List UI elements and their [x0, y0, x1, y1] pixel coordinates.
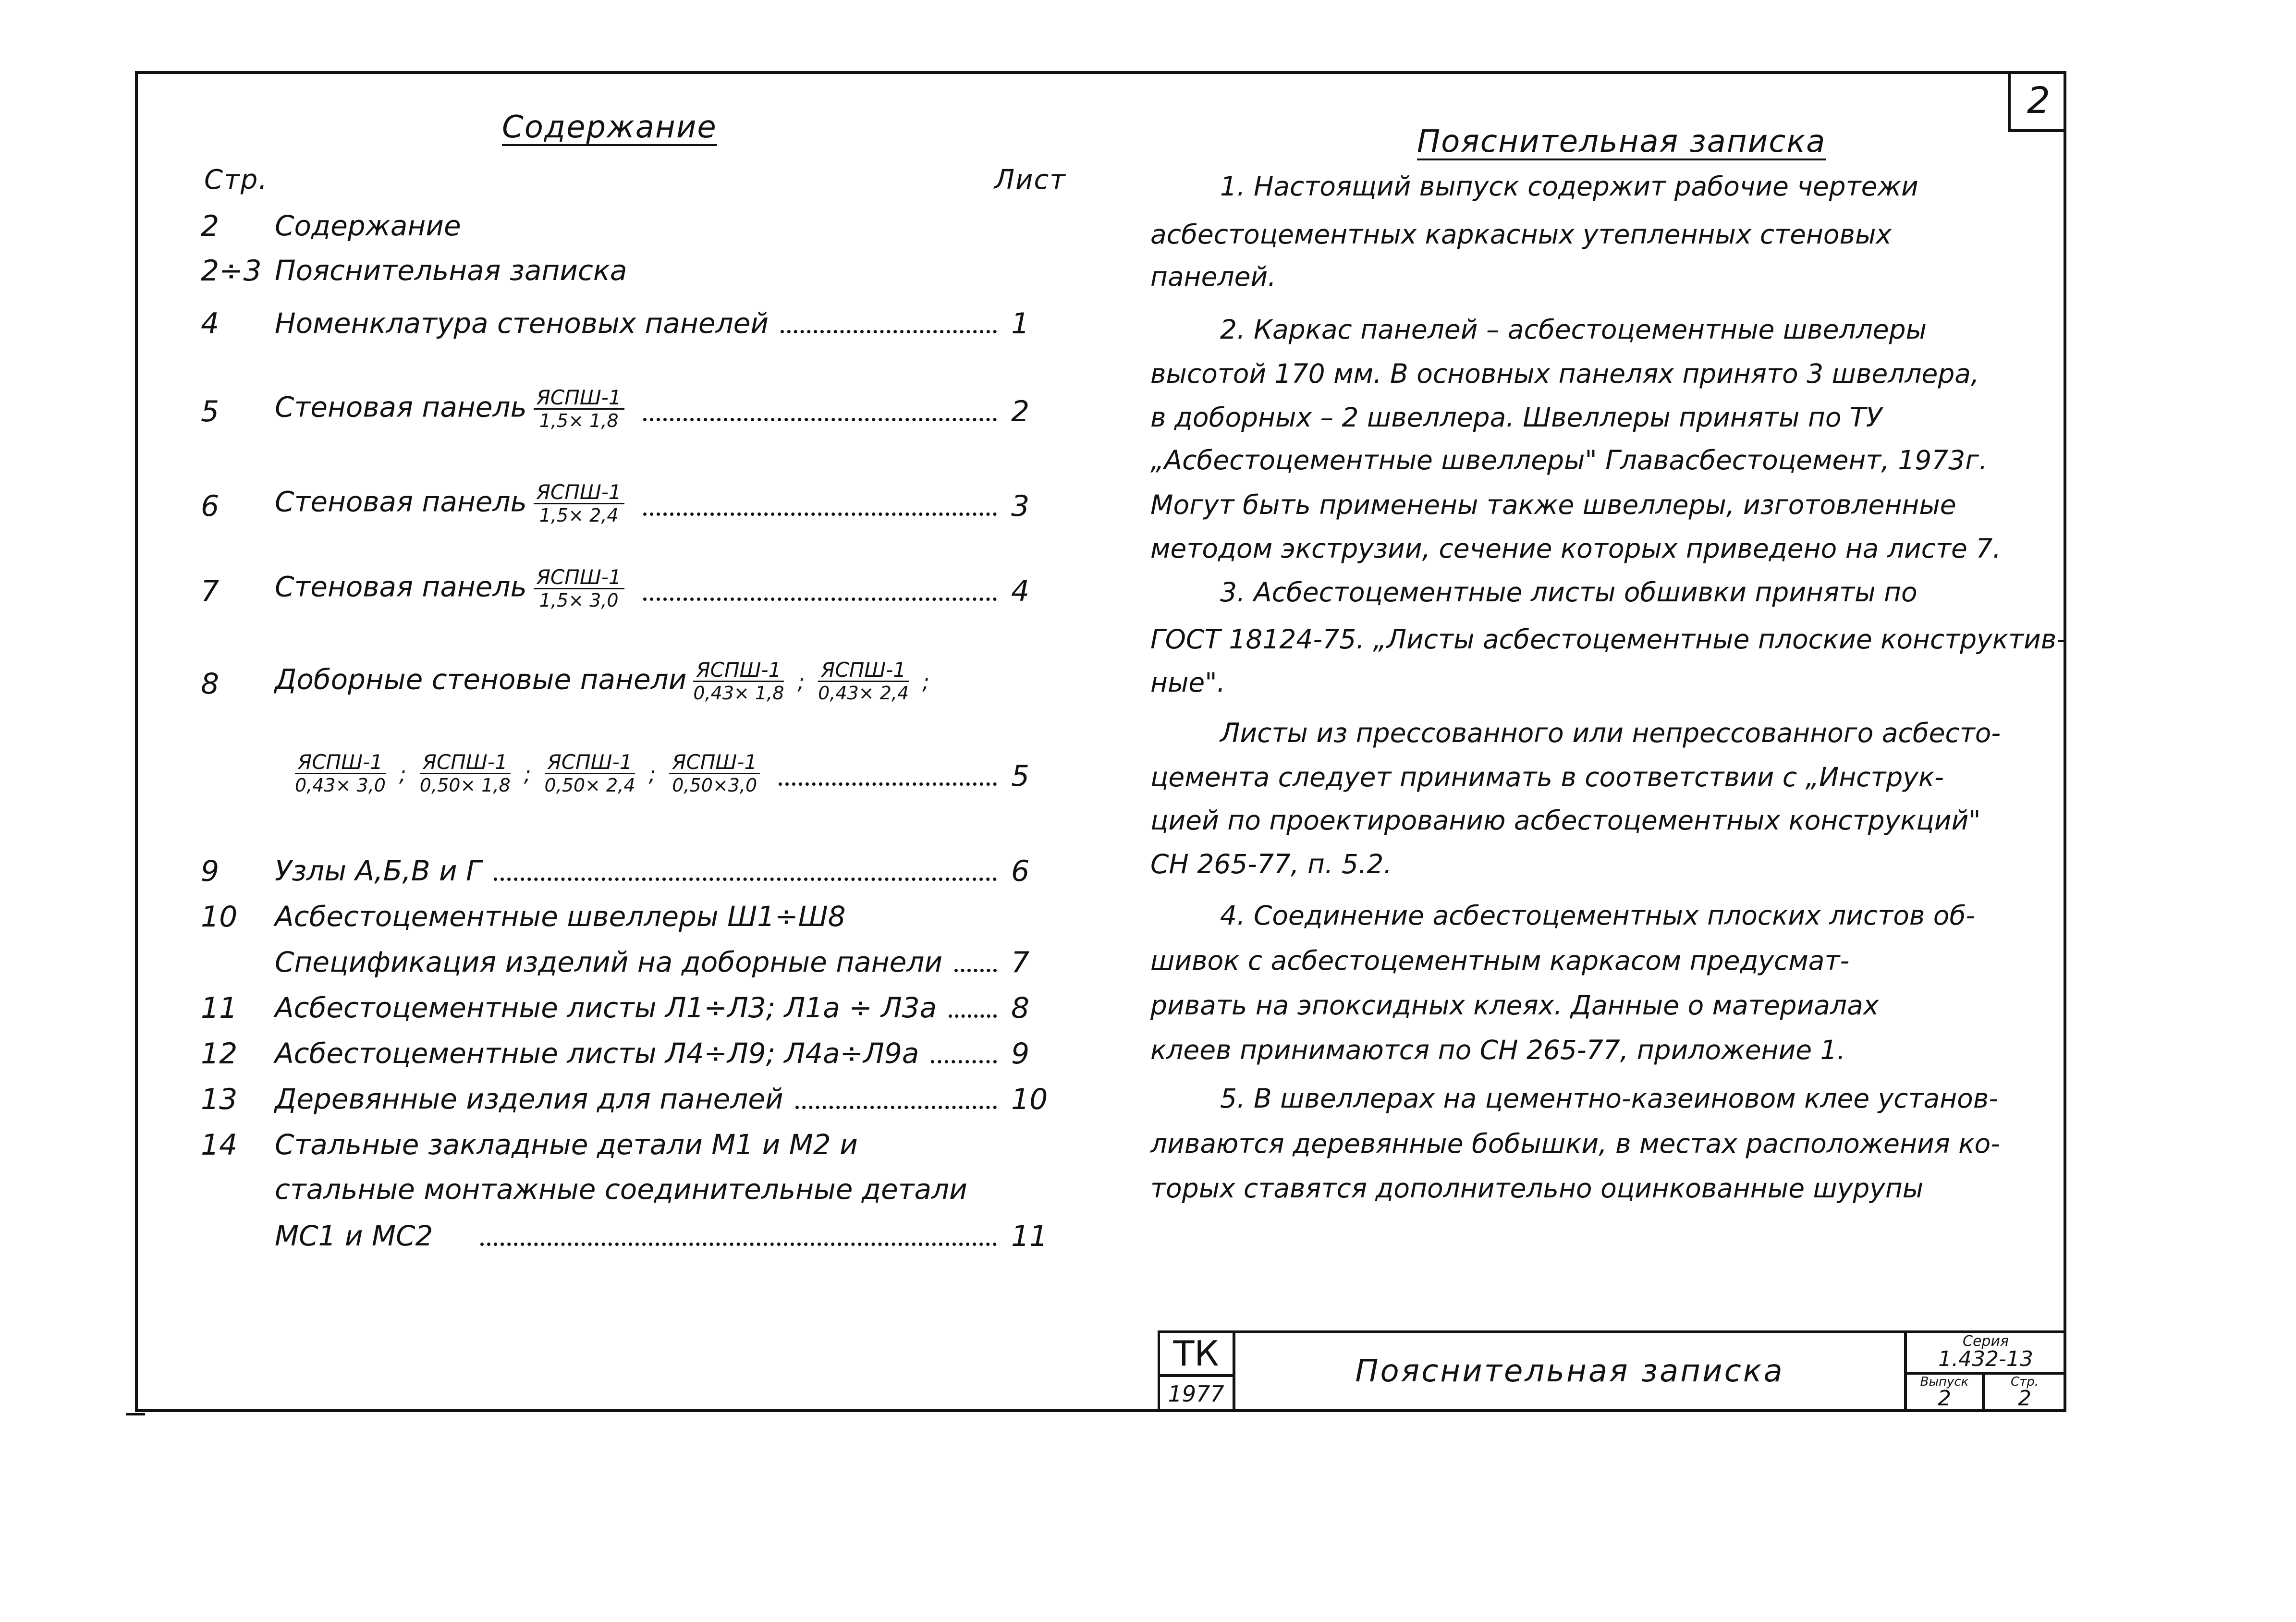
contents-sheet-number: 1 — [1011, 307, 1030, 341]
stamp-issue — [1905, 1373, 1984, 1412]
stamp-issue-value: 2 — [1938, 1386, 1951, 1411]
note-line: торых ставятся дополнительно оцинкованные шурупы — [1150, 1173, 1924, 1204]
contents-entry — [275, 900, 846, 933]
contents-entry — [275, 387, 631, 431]
contents-entry — [275, 946, 942, 978]
panel-mark: ЯСПШ-1 — [295, 752, 386, 774]
contents-entry-text: стальные монтажные соединительные детали — [275, 1173, 967, 1206]
leader-dots — [643, 598, 997, 601]
stamp-page — [1983, 1373, 2066, 1412]
contents-sheet-number: 8 — [1011, 991, 1030, 1025]
panel-size: 0,43× 1,8 — [693, 683, 784, 704]
panel-size: 1,5× 3,0 — [539, 590, 619, 611]
note-line: „Асбестоцементные швеллеры" Главасбестоцемент, 1973г. — [1150, 445, 1988, 476]
panel-mark: ЯСПШ-1 — [534, 567, 624, 589]
contents-entry-text: Спецификация изделий на доборные панели — [275, 946, 943, 978]
contents-page-number: 12 — [201, 1037, 238, 1071]
contents-entry-text: Содержание — [275, 209, 461, 242]
contents-entry-text: Деревянные изделия для панелей — [275, 1083, 783, 1115]
note-line: ГОСТ 18124-75. „Листы асбестоцементные плоские конструктив- — [1150, 624, 2066, 655]
panel-size: 0,50×3,0 — [672, 775, 757, 796]
stamp-series-label: Серия — [1963, 1333, 2009, 1350]
contents-page-number: 4 — [201, 307, 220, 341]
contents-entry — [275, 854, 482, 887]
contents-entry — [275, 991, 937, 1024]
panel-mark-fraction — [534, 387, 624, 431]
panel-mark-fraction — [669, 752, 760, 795]
contents-entry-text: Асбестоцементные листы Л4÷Л9; Л4а÷Л9а — [275, 1037, 919, 1070]
leader-dots — [643, 418, 997, 421]
contents-entry — [275, 254, 627, 287]
panel-mark-fraction — [818, 659, 909, 703]
panel-mark-fraction — [295, 752, 386, 795]
contents-entry — [275, 1083, 783, 1115]
stamp-title-text: Пояснительная записка — [1355, 1354, 1784, 1389]
contents-entry — [275, 482, 631, 525]
leader-dots — [779, 782, 997, 786]
contents-entry-text: Пояснительная записка — [275, 254, 627, 287]
panel-mark-fraction — [534, 482, 624, 525]
note-line: клеев принимаются по СН 265-77, приложение 1. — [1150, 1035, 1846, 1065]
panel-size: 1,5× 1,8 — [539, 410, 619, 432]
contents-sheet-number: 6 — [1011, 854, 1030, 888]
note-line: ривать на эпоксидных клеях. Данные о материалах — [1150, 990, 1879, 1021]
contents-sheet-number: 3 — [1011, 489, 1030, 523]
contents-page-number: 8 — [201, 667, 220, 701]
contents-page-number: 2 — [201, 209, 220, 243]
contents-page-number: 9 — [201, 854, 220, 888]
leader-dots — [494, 878, 997, 881]
note-line: методом экструзии, сечение которых приведено на листе 7. — [1150, 533, 2001, 564]
panel-size: 0,43× 2,4 — [818, 683, 909, 704]
stamp-series — [1905, 1330, 2066, 1374]
contents-entry — [275, 567, 631, 610]
note-line: шивок с асбестоцементным каркасом предусмат- — [1150, 945, 1850, 976]
note-line: Листы из прессованного или непрессованного асбесто- — [1220, 718, 2001, 748]
panel-size: 0,50× 2,4 — [544, 775, 635, 796]
stamp-series-value: 1.432-13 — [1938, 1347, 2033, 1371]
contents-page-number: 5 — [201, 395, 220, 428]
contents-sheet-number: 10 — [1011, 1083, 1048, 1116]
note-line: асбестоцементных каркасных утепленных стеновых — [1150, 219, 1892, 250]
contents-title: Содержание — [502, 110, 717, 145]
note-line: 2. Каркас панелей – асбестоцементные швеллеры — [1220, 314, 1927, 345]
leader-dots — [480, 1243, 997, 1246]
panel-mark: ЯСПШ-1 — [693, 659, 784, 682]
stamp-year-text: 1977 — [1168, 1380, 1224, 1407]
stamp-year — [1158, 1375, 1234, 1412]
stamp-title — [1233, 1330, 1906, 1412]
contents-page-number: 11 — [201, 991, 238, 1025]
contents-entry-text: Стеновая панель — [275, 570, 527, 603]
note-title: Пояснительная записка — [1417, 124, 1826, 159]
stamp-page-value: 2 — [2018, 1386, 2031, 1411]
contents-entry: Доборные стеновые панели $\frac{\text{ЯСПШ-1}}{0,43\times 1,8}$ ; $\frac{\text{ЯСПШ-1}}{0,43\times 2,4}$ ; — [275, 658, 929, 704]
contents-page-number: 2÷3 — [201, 254, 262, 288]
contents-entry — [275, 1128, 858, 1161]
note-line: 5. В швеллерах на цементно-казеиновом клее установ- — [1220, 1083, 1999, 1114]
panel-size: 0,43× 3,0 — [295, 775, 386, 796]
contents-page-number: 14 — [201, 1128, 238, 1162]
panel-mark: ЯСПШ-1 — [534, 387, 624, 410]
note-line: 1. Настоящий выпуск содержит рабочие чертежи — [1220, 171, 1918, 202]
note-line: СН 265-77, п. 5.2. — [1150, 849, 1392, 879]
contents-entry-text: Узлы А,Б,В и Г — [275, 854, 482, 887]
contents-entry-text: Стальные закладные детали М1 и М2 и — [275, 1128, 858, 1161]
page-number-box — [2008, 71, 2066, 132]
contents-page-number: 6 — [201, 489, 220, 523]
panel-mark-fraction — [693, 659, 784, 703]
note-line: Могут быть применены также швеллеры, изготовленные — [1150, 489, 1956, 520]
panel-mark: ЯСПШ-1 — [669, 752, 760, 774]
panel-mark-fraction — [420, 752, 511, 795]
contents-entry — [275, 1173, 967, 1206]
panel-mark-fraction — [545, 752, 635, 795]
stamp-org — [1158, 1330, 1234, 1376]
frame-tick — [126, 1413, 145, 1415]
panel-size: 0,50× 1,8 — [419, 775, 511, 796]
contents-entry — [275, 1220, 433, 1252]
contents-entry-text: МС1 и МС2 — [275, 1220, 433, 1252]
contents-sheet-number: 7 — [1011, 946, 1030, 979]
contents-entry — [275, 307, 769, 340]
leader-dots — [643, 512, 997, 516]
contents-entry-text: Стеновая панель — [275, 485, 527, 518]
panel-size: 1,5× 2,4 — [539, 505, 619, 526]
contents-sheet-number: 4 — [1011, 574, 1030, 608]
contents-entry-text: Асбестоцементные листы Л1÷Л3; Л1а ÷ Л3а — [275, 991, 937, 1024]
note-line: цией по проектированию асбестоцементных конструкций" — [1150, 805, 1981, 836]
contents-entry-text: Доборные стеновые панели — [275, 663, 687, 696]
note-line: цемента следует принимать в соответствии с „Инструк- — [1150, 762, 1944, 793]
contents-sheet-number: 11 — [1011, 1220, 1048, 1253]
contents-sheet-number: 2 — [1011, 395, 1030, 428]
note-line: высотой 170 мм. В основных панелях принято 3 швеллера, — [1150, 358, 1979, 389]
note-line: панелей. — [1150, 261, 1276, 292]
contents-page-number: 10 — [201, 900, 238, 934]
contents-col-page: Стр. — [204, 164, 269, 195]
contents-page-number: 7 — [201, 574, 220, 608]
panel-mark: ЯСПШ-1 — [545, 752, 635, 774]
page-number: 2 — [2027, 79, 2051, 122]
leader-dots — [795, 1106, 997, 1109]
contents-entry-text: Асбестоцементные швеллеры Ш1÷Ш8 — [275, 900, 846, 933]
note-line: ливаются деревянные бобышки, в местах расположения ко- — [1150, 1128, 2000, 1159]
panel-mark: ЯСПШ-1 — [420, 752, 511, 774]
panel-mark: ЯСПШ-1 — [534, 482, 624, 504]
contents-col-sheet: Лист — [994, 164, 1066, 195]
stamp-org-text: ТК — [1173, 1333, 1219, 1374]
leader-dots — [931, 1060, 997, 1063]
panel-mark-fraction — [534, 567, 624, 610]
note-line: 4. Соединение асбестоцементных плоских листов об- — [1220, 900, 1976, 931]
panel-mark: ЯСПШ-1 — [818, 659, 909, 682]
contents-entry — [275, 209, 461, 242]
contents-entry: $\frac{\text{ЯСПШ-1}}{0,43\times 3,0}$ ; $\frac{\text{ЯСПШ-1}}{0,50\times 1,8}$ ; $\frac{\text{ЯСПШ-1}}{0,50\times 2,4}$ ; $\frac{\text{ЯСПШ-1}}{0,50\times 3,0}$ — [288, 752, 767, 795]
note-line: в доборных – 2 швеллера. Швеллеры приняты по ТУ — [1150, 402, 1882, 433]
contents-entry-text: Номенклатура стеновых панелей — [275, 307, 769, 340]
note-line: ные". — [1150, 667, 1226, 698]
contents-entry — [275, 1037, 919, 1070]
leader-dots — [781, 330, 997, 333]
contents-sheet-number: 9 — [1011, 1037, 1030, 1071]
note-line: 3. Асбестоцементные листы обшивки приняты по — [1220, 577, 1917, 608]
leader-dots — [949, 1014, 997, 1018]
contents-page-number: 13 — [201, 1083, 238, 1116]
contents-entry-text: Стеновая панель — [275, 390, 527, 424]
leader-dots — [954, 969, 997, 972]
stamp-page-label: Стр. — [2010, 1375, 2039, 1389]
contents-sheet-number: 5 — [1011, 759, 1030, 793]
stamp-issue-label: Выпуск — [1920, 1375, 1969, 1389]
